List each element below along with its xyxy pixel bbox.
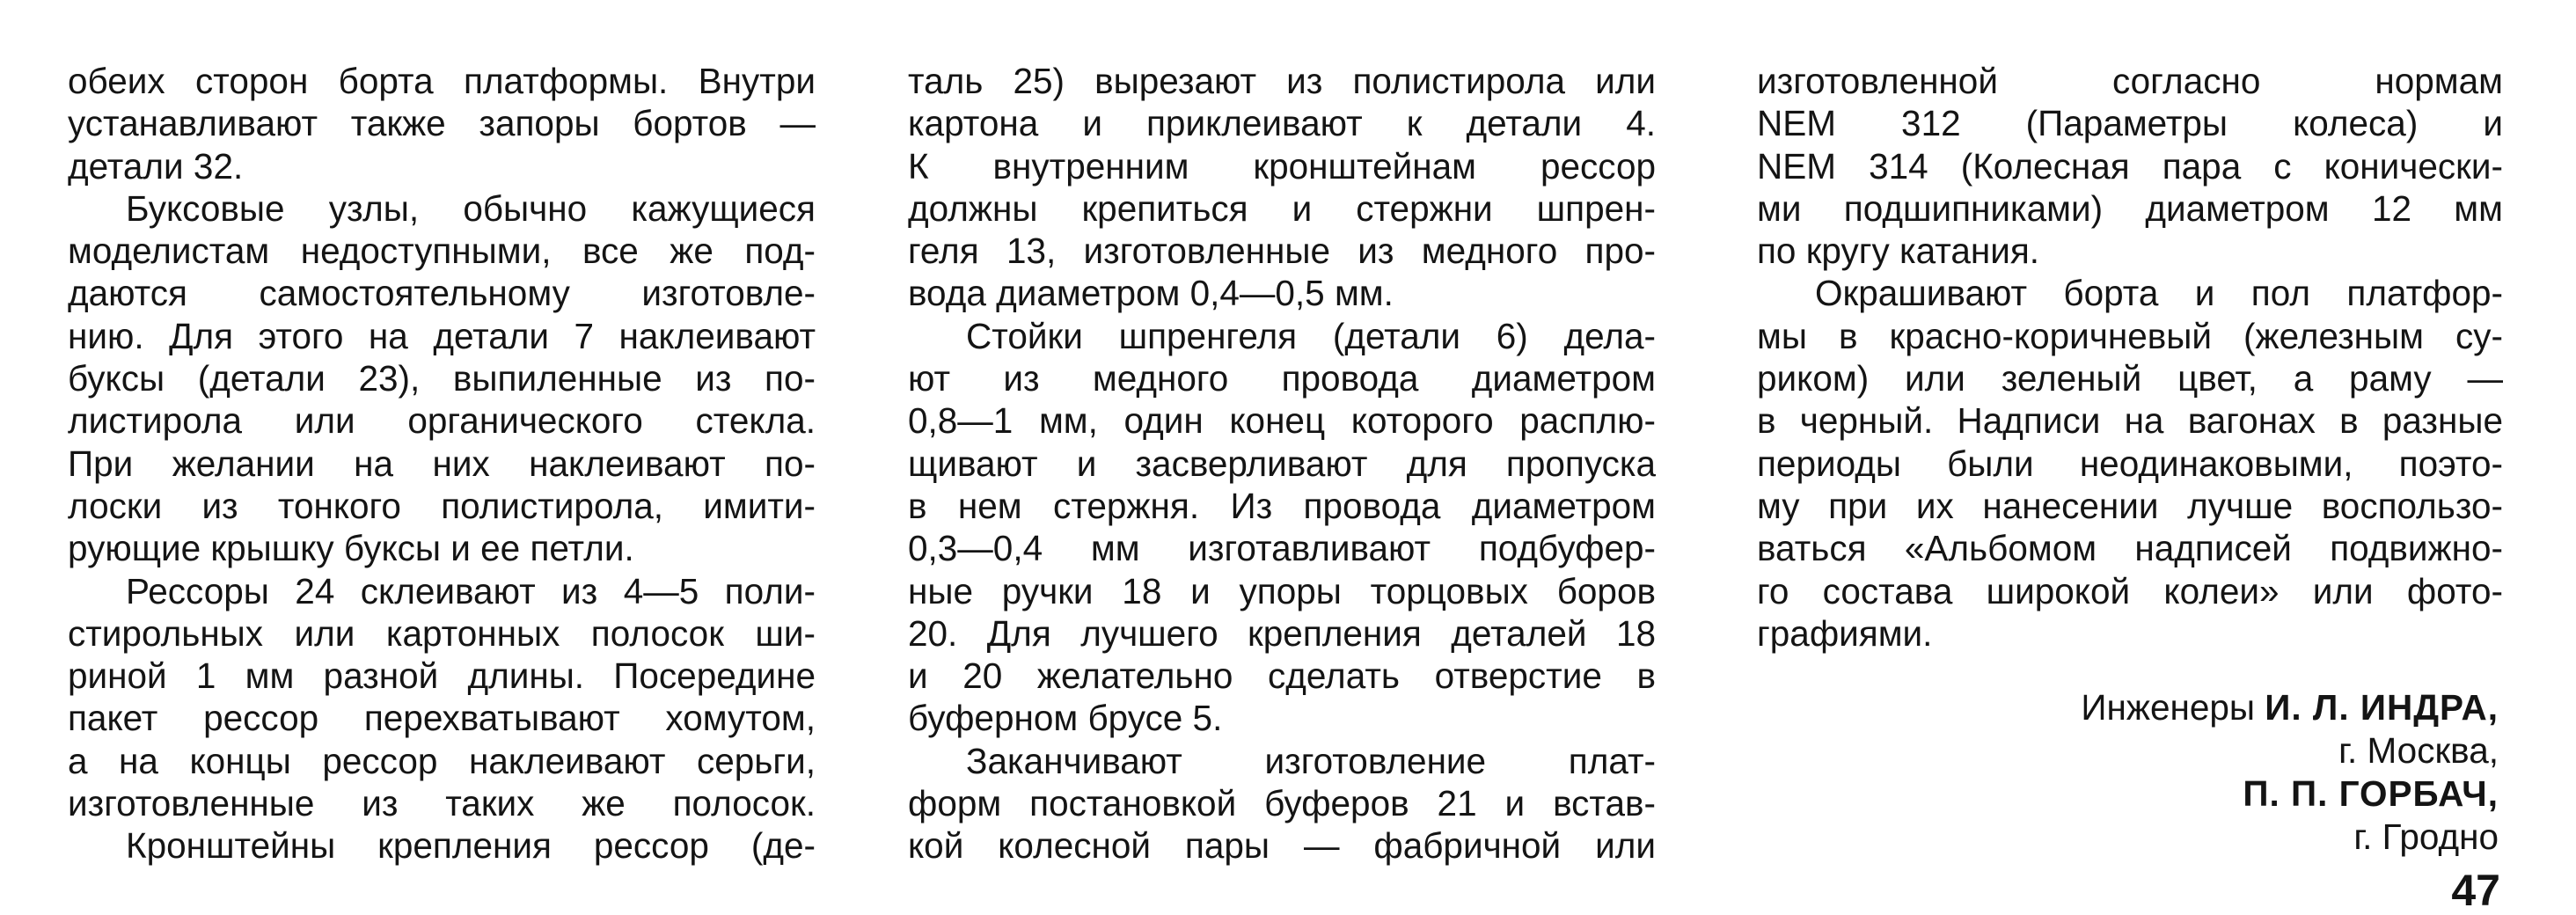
- text-line: изготовленные из таких же полосок.: [68, 783, 816, 824]
- text-line: NEM 312 (Параметры колеса) и: [1757, 103, 2503, 144]
- text-line: обеих сторон борта платформы. Внутри: [68, 61, 816, 101]
- text-line: мы в красно-коричневый (железным су-: [1757, 315, 2503, 356]
- text-line: щивают и засверливают для пропуска: [908, 443, 1656, 484]
- text-line: а на концы рессор наклеивают серьги,: [68, 740, 816, 781]
- text-line: геля 13, изготовленные из медного про-: [908, 231, 1656, 272]
- text-line: буксы (детали 23), выпиленные из по-: [68, 358, 816, 399]
- text-column-2: [908, 60, 1656, 867]
- text-line: 0,3—0,4 мм изготавливают подбуфер-: [908, 528, 1656, 569]
- text-line: лоски из тонкого полистирола, имити-: [68, 485, 816, 526]
- text-line: К внутренним кронштейнам рессор: [908, 145, 1656, 187]
- text-line: устанавливают также запоры бортов —: [68, 103, 816, 144]
- text-line: моделистам недоступными, все же под-: [68, 231, 816, 272]
- text-line: Заканчивают изготовление плат-: [966, 740, 1656, 781]
- signature-line-1: [2081, 686, 2499, 728]
- text-line: го состава широкой колеи» или фото-: [1757, 570, 2503, 611]
- text-line: вода диаметром 0,4—0,5 мм.: [908, 273, 1394, 314]
- text-line: 20. Для лучшего крепления деталей 18: [908, 612, 1656, 654]
- text-line: таль 25) вырезают из полистирола или: [908, 61, 1656, 101]
- author-city-1: г. Москва,: [2338, 730, 2499, 771]
- text-line: ют из медного провода диаметром: [908, 358, 1656, 399]
- text-line: Стойки шпренгеля (детали 6) дела-: [966, 315, 1656, 356]
- text-line: риком) или зеленый цвет, а раму —: [1757, 358, 2503, 399]
- text-line: ваться «Альбомом надписей подвижно-: [1757, 528, 2503, 569]
- author-city-2: г. Гродно: [2353, 816, 2499, 857]
- text-line: При желании на них наклеивают по-: [68, 443, 816, 484]
- author-name-1: И. Л. ИНДРА,: [2265, 687, 2499, 728]
- text-line: 0,8—1 мм, один конец которого расплю-: [908, 400, 1656, 442]
- author-name-2-text: П. П. ГОРБАЧ,: [2243, 773, 2499, 814]
- signature-prefix: Инженеры: [2081, 687, 2256, 728]
- text-line: периоды были неодинаковыми, поэто-: [1757, 443, 2503, 484]
- text-line: пакет рессор перехватывают хомутом,: [68, 698, 816, 739]
- text-line: му при их нанесении лучше воспользо-: [1757, 485, 2503, 526]
- text-line: Кронштейны крепления рессор (де-: [126, 825, 816, 867]
- page-number: 47: [2451, 866, 2500, 915]
- text-line: Буксовые узлы, обычно кажущиеся: [126, 187, 816, 229]
- text-line: риной 1 мм разной длины. Посередине: [68, 655, 816, 697]
- text-line: буферном брусе 5.: [908, 698, 1223, 739]
- text-line: форм постановкой буферов 21 и встав-: [908, 783, 1656, 824]
- text-line: NEM 314 (Колесная пара с конически-: [1757, 145, 2503, 187]
- text-line: детали 32.: [68, 145, 244, 187]
- text-line: ми подшипниками) диаметром 12 мм: [1757, 187, 2503, 229]
- text-line: листирола или органического стекла.: [68, 400, 816, 442]
- text-line: рующие крышку буксы и ее петли.: [68, 528, 634, 569]
- text-column-1: [68, 60, 816, 867]
- text-line: и 20 желательно сделать отверстие в: [908, 655, 1656, 697]
- text-line: Рессоры 24 склеивают из 4—5 поли-: [126, 570, 816, 611]
- text-line: в нем стержня. Из провода диаметром: [908, 485, 1656, 526]
- text-line: нию. Для этого на детали 7 наклеивают: [68, 315, 816, 356]
- text-line: картона и приклеивают к детали 4.: [908, 103, 1656, 144]
- text-line: даются самостоятельному изготовле-: [68, 273, 816, 314]
- text-line: должны крепиться и стержни шпрен-: [908, 187, 1656, 229]
- text-column-3: [1757, 60, 2503, 655]
- text-line: ные ручки 18 и упоры торцовых боров: [908, 570, 1656, 611]
- text-line: кой колесной пары — фабричной или: [908, 825, 1656, 867]
- text-line: по кругу катания.: [1757, 231, 2040, 272]
- text-line: в черный. Надписи на вагонах в разные: [1757, 400, 2503, 442]
- text-line: Окрашивают борта и пол платфор-: [1815, 273, 2503, 314]
- author-name-2: [2243, 772, 2499, 815]
- text-line: стирольных или картонных полосок ши-: [68, 612, 816, 654]
- text-line: изготовленной согласно нормам: [1757, 61, 2503, 101]
- text-line: графиями.: [1757, 612, 1933, 654]
